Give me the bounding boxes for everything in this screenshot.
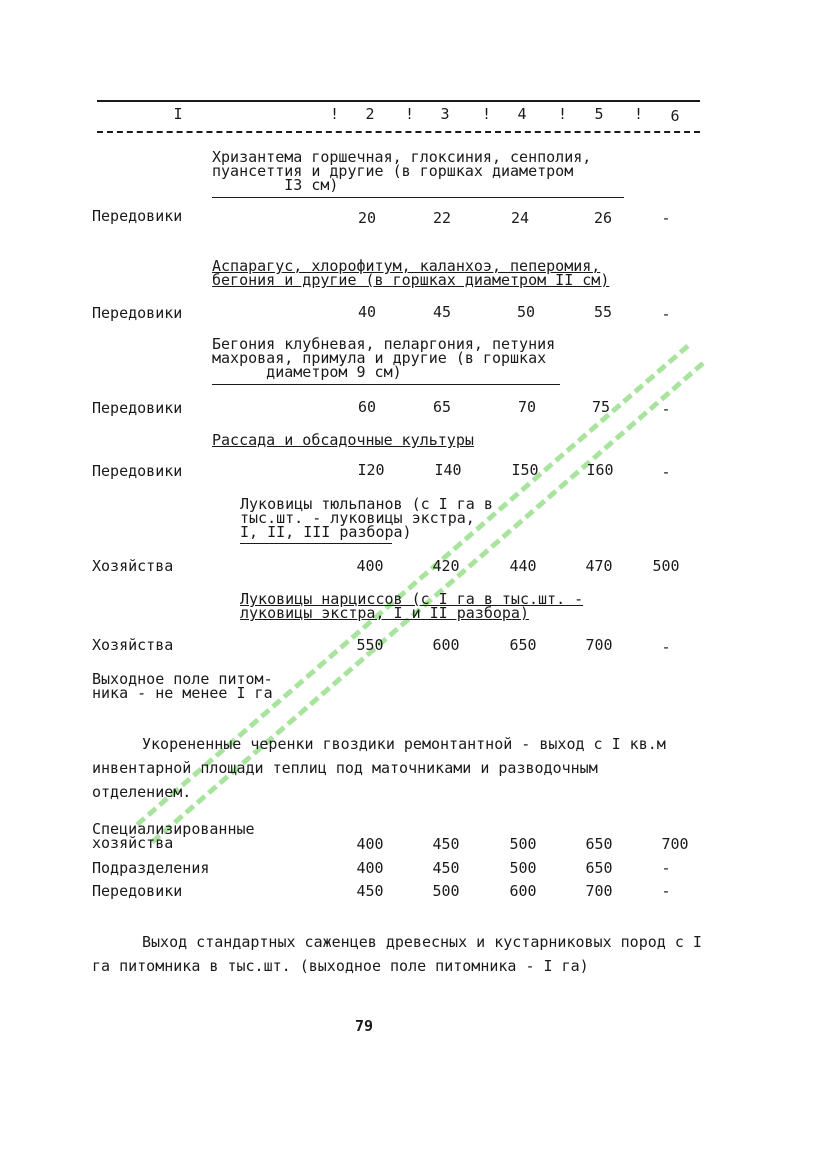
cell-col-3: 450 <box>432 835 460 853</box>
cell-col-4: 70 <box>517 398 537 416</box>
cell-col-5: 470 <box>585 557 613 575</box>
cell-col-5: I60 <box>586 461 614 479</box>
cell-col-5: 55 <box>593 303 613 321</box>
header-separator: ! <box>330 105 340 123</box>
cell-col-6: - <box>661 859 671 877</box>
page-number: 79 <box>355 1017 374 1035</box>
cell-col-6: - <box>661 305 671 323</box>
cell-col-2: 60 <box>357 398 377 416</box>
caption-rule <box>212 197 624 198</box>
cell-col-6: - <box>661 638 671 656</box>
caption-rule <box>212 384 560 385</box>
cell-col-3: 600 <box>432 636 460 654</box>
header-separator: ! <box>482 105 492 123</box>
cell-col-6: 700 <box>661 835 689 853</box>
header-separator: ! <box>558 105 568 123</box>
header-col-1: I <box>173 105 183 123</box>
cell-col-2: 550 <box>356 636 384 654</box>
paragraph-carnation-cuttings: Укорененные черенки гвоздики ремонтантной - выход с I кв.м инвентарной площади теплиц под маточниками и разводочным отделением. <box>92 735 666 801</box>
cell-col-6: 500 <box>652 557 680 575</box>
row-label: Подразделения <box>92 859 210 877</box>
header-col-4: 4 <box>517 105 527 123</box>
header-separator: ! <box>634 105 644 123</box>
header-top-rule <box>97 100 700 102</box>
header-col-2: 2 <box>365 105 375 123</box>
header-col-3: 3 <box>440 105 450 123</box>
cell-col-3: I40 <box>434 461 462 479</box>
section-caption: Хризантема горшечная, глоксиния, сенполия, пуансеттия и другие (в горшках диаметром I3 см) <box>212 148 592 194</box>
cell-col-5: 700 <box>585 882 613 900</box>
cell-col-4: 24 <box>510 209 530 227</box>
caption-rule <box>240 543 392 544</box>
section-caption: Аспарагус, хлорофитум, каланхоэ, пеперомия, бегония и другие (в горшках диаметром II см) <box>212 257 610 289</box>
row-label: Передовики <box>92 304 183 322</box>
cell-col-3: 45 <box>432 303 452 321</box>
nursery-field-note: Выходное поле питом- ника - не менее I га <box>92 670 273 702</box>
row-label: Хозяйства <box>92 636 174 654</box>
section-caption: Рассада и обсадочные культуры <box>212 431 474 449</box>
cell-col-4: 500 <box>509 835 537 853</box>
section-caption: Луковицы нарциссов (с I га в тыс.шт. - луковицы экстра, I и II разбора) <box>240 590 584 622</box>
cell-col-3: 65 <box>432 398 452 416</box>
cell-col-5: 700 <box>585 636 613 654</box>
cell-col-2: 20 <box>357 209 377 227</box>
cell-col-3: 420 <box>432 557 460 575</box>
cell-col-6: - <box>661 882 671 900</box>
section-caption: Луковицы тюльпанов (с I га в тыс.шт. - луковицы экстра, I, II, III разбора) <box>240 495 493 541</box>
header-bottom-rule <box>97 131 700 133</box>
cell-col-5: 650 <box>585 835 613 853</box>
cell-col-6: - <box>661 209 671 227</box>
cell-col-5: 75 <box>591 398 611 416</box>
cell-col-3: 450 <box>432 859 460 877</box>
cell-col-6: - <box>661 463 671 481</box>
cell-col-5: 26 <box>593 209 613 227</box>
cell-col-4: 650 <box>509 636 537 654</box>
cell-col-3: 22 <box>432 209 452 227</box>
cell-col-4: I50 <box>511 461 539 479</box>
row-label: Передовики <box>92 207 183 225</box>
header-separator: ! <box>405 105 415 123</box>
cell-col-2: I20 <box>357 461 385 479</box>
cell-col-6: - <box>661 400 671 418</box>
cell-col-4: 500 <box>509 859 537 877</box>
paragraph-seedlings-output: Выход стандартных саженцев древесных и кустарниковых пород с I га питомника в тыс.шт. (выходное поле питомника - I га) <box>92 933 702 975</box>
cell-col-2: 400 <box>356 835 384 853</box>
row-label: Специализированные хозяйства <box>92 820 255 852</box>
cell-col-4: 440 <box>509 557 537 575</box>
row-label: Передовики <box>92 399 183 417</box>
cell-col-2: 400 <box>356 859 384 877</box>
section-caption: Бегония клубневая, пеларгония, петуния махровая, примула и другие (в горшках диаметром 9 см) <box>212 335 556 381</box>
cell-col-2: 40 <box>357 303 377 321</box>
cell-col-2: 450 <box>356 882 384 900</box>
header-col-5: 5 <box>594 105 604 123</box>
cell-col-4: 50 <box>516 303 536 321</box>
row-label: Хозяйства <box>92 557 174 575</box>
row-label: Передовики <box>92 882 183 900</box>
row-label: Передовики <box>92 462 183 480</box>
cell-col-4: 600 <box>509 882 537 900</box>
cell-col-3: 500 <box>432 882 460 900</box>
cell-col-5: 650 <box>585 859 613 877</box>
cell-col-2: 400 <box>356 557 384 575</box>
header-col-6: 6 <box>670 107 680 125</box>
